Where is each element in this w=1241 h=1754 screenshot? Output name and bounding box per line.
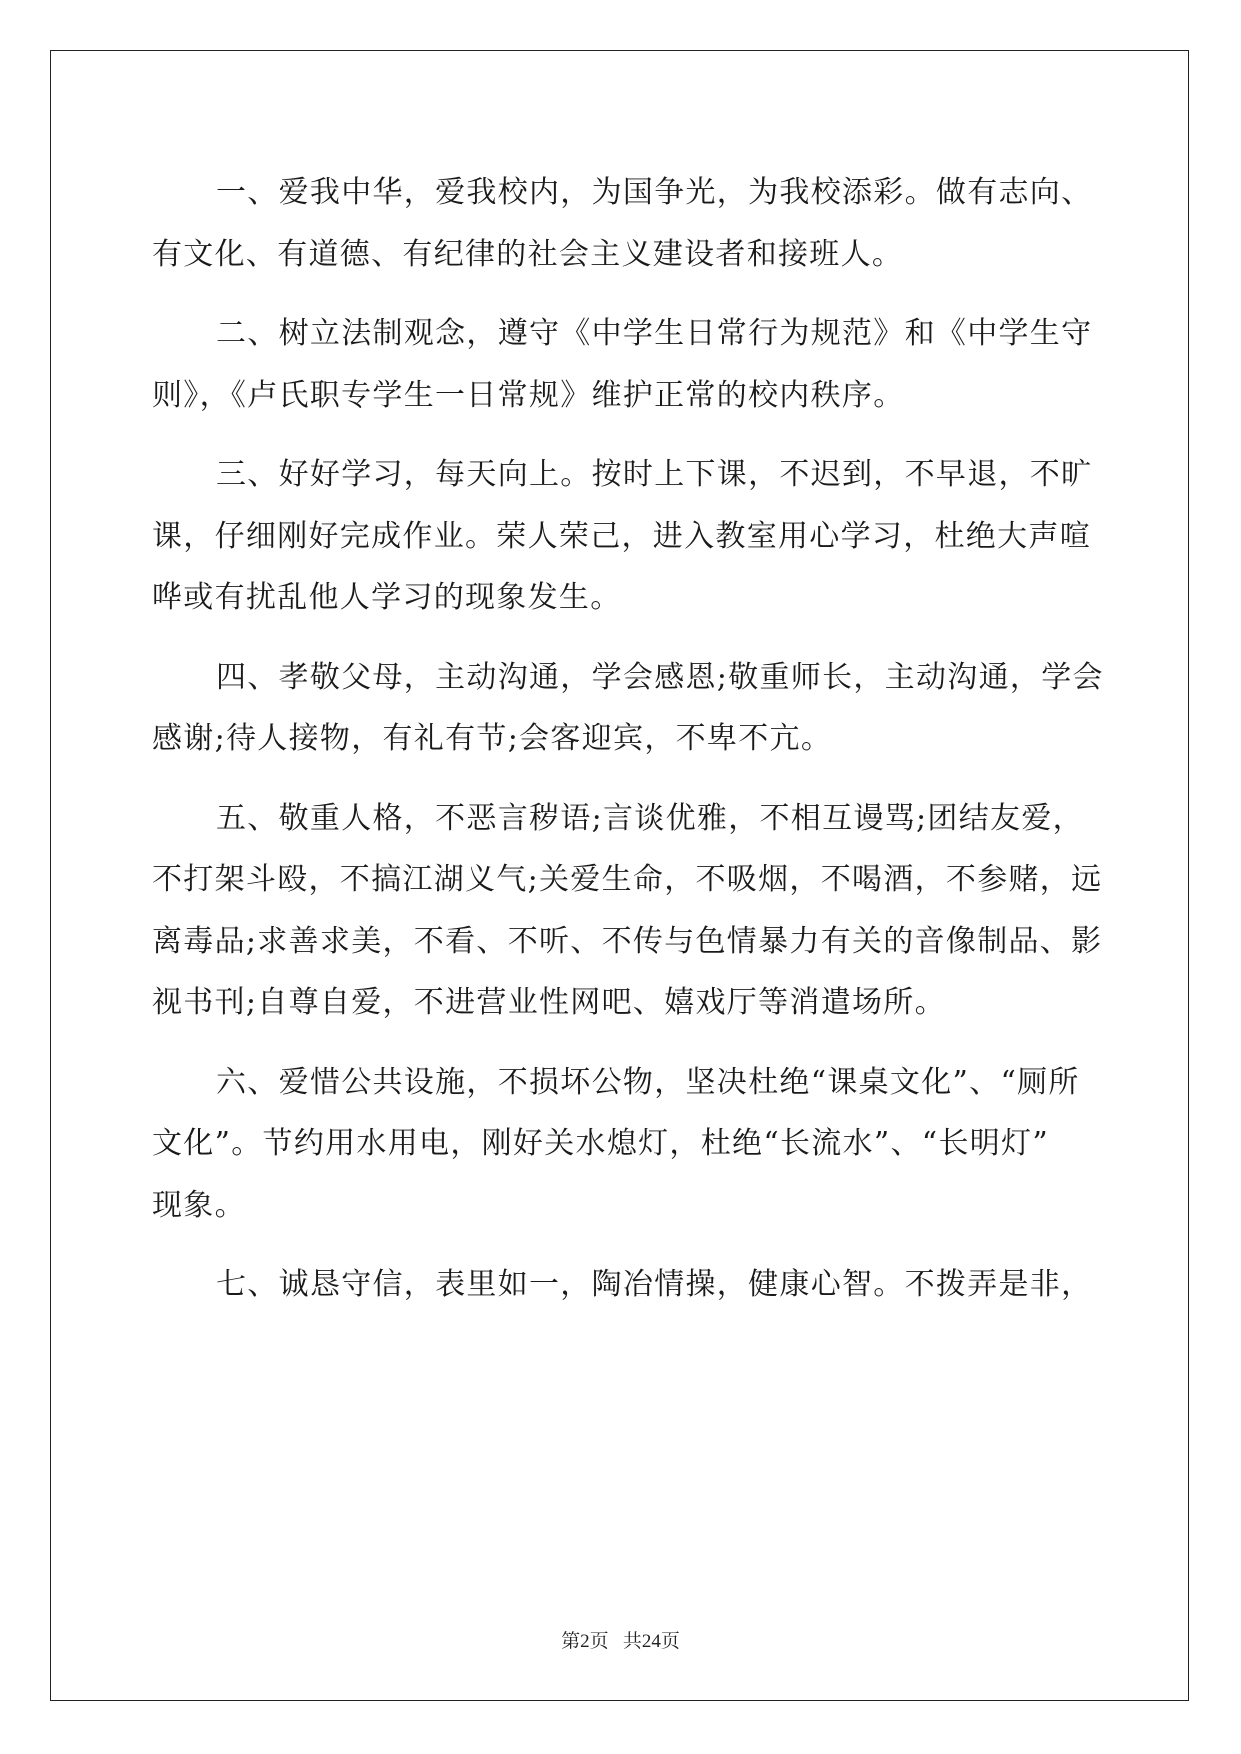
total-suffix: 页 xyxy=(660,1631,680,1652)
page-number: 2 xyxy=(580,1631,590,1652)
paragraph-line: 五、敬重人格，不恶言秽语;言谈优雅，不相互谩骂;团结友爱， xyxy=(216,800,1084,836)
paragraph-line: 四、孝敬父母，主动沟通，学会感恩;敬重师长，主动沟通，学会 xyxy=(216,659,1104,695)
paragraph-3 xyxy=(152,444,1093,629)
paragraph-line: 离毒品;求善求美，不看、不听、不传与色情暴力有关的音像制品、影 xyxy=(152,923,1103,959)
paragraph-1 xyxy=(152,162,1093,285)
paragraph-line: 感谢;待人接物，有礼有节;会客迎宾，不卑不亢。 xyxy=(152,721,833,756)
paragraph-line: 六、爱惜公共设施，不损坏公物，坚决杜绝“课桌文化”、“厕所 xyxy=(216,1064,1080,1100)
page-prefix: 第 xyxy=(561,1631,581,1652)
paragraph-line: 七、诚恳守信，表里如一，陶冶情操，健康心智。不拨弄是非， xyxy=(216,1267,1093,1302)
paragraph-4 xyxy=(152,647,1104,770)
page-footer xyxy=(0,1626,1241,1653)
paragraph-line: 有文化、有道德、有纪律的社会主义建设者和接班人。 xyxy=(152,236,904,272)
paragraph-line: 哗或有扰乱他人学习的现象发生。 xyxy=(152,580,622,615)
paragraph-7 xyxy=(152,1254,1093,1316)
total-pages: 24 xyxy=(641,1631,661,1652)
paragraph-line: 三、好好学习，每天向上。按时上下课，不迟到，不早退，不旷 xyxy=(216,457,1093,492)
paragraph-6 xyxy=(152,1052,1087,1237)
document-body xyxy=(152,162,1104,1316)
paragraph-line: 现象。 xyxy=(152,1187,246,1223)
paragraph-2 xyxy=(152,303,1093,426)
paragraph-line: 一、爱我中华，爱我校内，为国争光，为我校添彩。做有志向、 xyxy=(216,175,1093,210)
total-prefix: 共 xyxy=(622,1631,642,1652)
paragraph-line: 则》，《卢氏职专学生一日常规》维护正常的校内秩序。 xyxy=(152,377,905,413)
paragraph-line: 课，仔细刚好完成作业。荣人荣己，进入教室用心学习，杜绝大声喧 xyxy=(152,518,1091,554)
paragraph-line: 不打架斗殴，不搞江湖义气;关爱生命，不吸烟，不喝酒，不参赌，远 xyxy=(152,862,1103,897)
paragraph-line: 二、树立法制观念，遵守《中学生日常行为规范》和《中学生守 xyxy=(216,316,1093,351)
paragraph-5 xyxy=(152,788,1103,1034)
paragraph-line: 视书刊;自尊自爱，不进营业性网吧、嬉戏厅等消遣场所。 xyxy=(152,985,946,1020)
page-suffix: 页 xyxy=(589,1631,609,1652)
paragraph-line: 文化”。节约用水用电，刚好关水熄灯，杜绝“长流水”、“长明灯” xyxy=(152,1126,1049,1161)
